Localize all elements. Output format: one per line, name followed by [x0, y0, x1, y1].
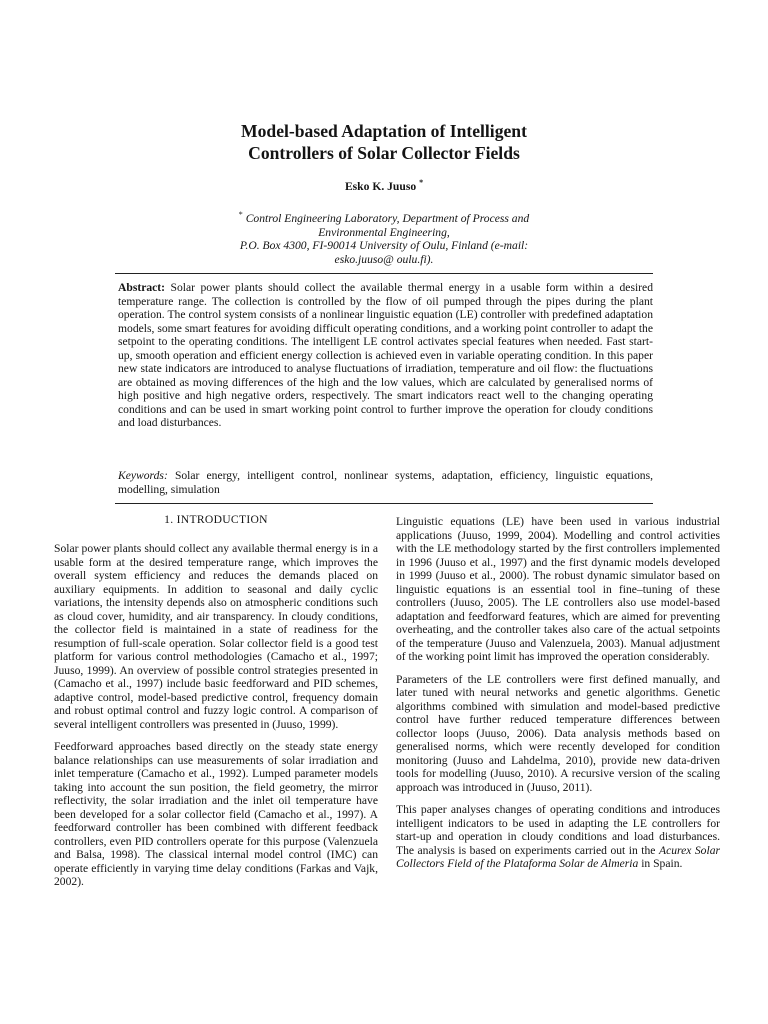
affiliation-line-1: Control Engineering Laboratory, Department of Process and — [245, 211, 530, 225]
keywords-text: Solar energy, intelligent control, nonlinear systems, adaptation, efficiency, linguistic equations, modelling, simulation — [118, 469, 653, 496]
paper-title — [0, 121, 768, 164]
keywords-label: Keywords: — [118, 469, 168, 482]
intro-paragraph-5-end: in Spain. — [641, 857, 683, 870]
affiliation-marker: * — [238, 210, 243, 219]
author-name-text: Esko K. Juuso — [344, 179, 417, 193]
title-line-2: Controllers of Solar Collector Fields — [248, 142, 520, 163]
intro-paragraph-5-text: This paper analyses changes of operating conditions and introduces intelligent indicators to be used in adapting the LE controllers for start-up and operation in cloudy conditions and load disturbances. The analysis is based on experiments carried out in the — [396, 803, 720, 857]
acurex-field-name: Acurex Solar Collectors Field of the Plataforma Solar de Almeria — [396, 843, 721, 870]
right-column — [396, 515, 720, 880]
keywords-bottom-rule — [115, 503, 653, 504]
intro-paragraph-4: Parameters of the LE controllers were first defined manually, and later tuned with neural networks and genetic algorithms. Genetic algorithms combined with simulation and model-based predictive control have further reduced temperature differences between collector loops (Juuso, 2006). Data analysis methods based on generalised norms, which were recently developed for condition monitoring (Juuso and Lahdelma, 2010), provide new data-driven tools for modelling (Juuso, 2010). A recursive version of the scaling approach was introduced in (Juuso, 2011). — [396, 672, 720, 794]
keywords — [118, 469, 653, 496]
intro-paragraph-2: Feedforward approaches based directly on the steady state energy balance relationships can use measurements of solar irradiation and inlet temperature (Camacho et al., 1992). Lumped parameter models taking into account the sun position, the field geometry, the mirror reflectivity, the solar irradiation and the inlet oil temperature have been developed for a solar collector field (Camacho et al., 1997). A feedforward controller has been combined with different feedback controllers, even PID controllers operate for this purpose (Valenzuela and Balsa, 1998). The classical internal model control (IMC) can operate efficiently in varying time delay conditions (Farkas and Vajk, 2002). — [54, 740, 378, 888]
left-column — [54, 542, 378, 898]
intro-paragraph-1: Solar power plants should collect any available thermal energy is in a usable form at the desired temperature range, which improves the overall system efficiency and reduces the demands placed on auxiliary equipments. In addition to seasonal and daily cyclic variations, the intensity depends also on atmospheric conditions such as cloud cover, humidity, and air transparency. In cloudy conditions, the collector field is maintained in a state of readiness for the resumption of full-scale operation. Solar collector field is a good test platform for various control methodologies (Camacho et al., 1997; Juuso, 1999). An overview of possible control strategies presented in (Camacho et al., 1997) include basic feedforward and PID schemes, adaptive control, model-based predictive control, frequency domain and robust optimal control and fuzzy logic control. A comparison of several intelligent controllers was presented in (Juuso, 1999). — [54, 542, 378, 731]
author-name — [0, 178, 768, 193]
affiliation-line-4: esko.juuso@ oulu.fi). — [334, 252, 434, 266]
abstract-label: Abstract: — [118, 281, 166, 294]
affiliation-line-3: P.O. Box 4300, FI-90014 University of Oulu, Finland (e-mail: — [239, 239, 529, 253]
section-heading-introduction: 1. INTRODUCTION — [164, 513, 268, 526]
intro-paragraph-3: Linguistic equations (LE) have been used in various industrial applications (Juuso, 1999, 2004). Modelling and control activities with the LE methodology started by the first controllers implemented in 1996 (Juuso et al., 1997) and the first dynamic models developed in 1999 (Juuso et al., 2000). The robust dynamic simulator based on linguistic equations is an essential tool in fine–tuning of these controllers (Juuso, 2005). The LE controllers also use model-based adaptation and feedforward features, which are aimed for preventing overheating, and the controller takes also care of the actual setpoints of the temperature (Juuso and Valenzuela, 2003). Manual adjustment of the working point limit has improved the operation considerably. — [396, 515, 720, 663]
author-marker: * — [419, 178, 424, 187]
abstract — [118, 281, 653, 430]
affiliation-line-2: Environmental Engineering, — [318, 225, 450, 239]
affiliation — [0, 208, 768, 267]
abstract-text: Solar power plants should collect the available thermal energy in a usable form within a desired temperature range. The collection is controlled by the flow of oil pumped through the pipes during the plant operation. The control system consists of a nonlinear linguistic equation (LE) controller with predefined adaptation models, some smart features for avoiding difficult operating conditions, and a working point controller to adapt the setpoint to the operating conditions. The intelligent LE control activates special features when needed. Fast start-up, smooth operation and efficient energy collection is achieved even in variable operating condition. In this paper new state indicators are introduced to analyse fluctuations of irradiation, temperature and oil flow: the fluctuations are obtained as moving differences of the high and the low values, which are calculated by generalised norms of high positive and high negative orders, respectively. The smart indicators react well to the changing operating conditions and can be used in smart working point control to further improve the operation for cloudy conditions and load disturbances. — [118, 281, 653, 430]
title-line-1: Model-based Adaptation of Intelligent — [241, 121, 527, 141]
intro-paragraph-5 — [396, 803, 720, 871]
abstract-top-rule — [115, 273, 653, 274]
